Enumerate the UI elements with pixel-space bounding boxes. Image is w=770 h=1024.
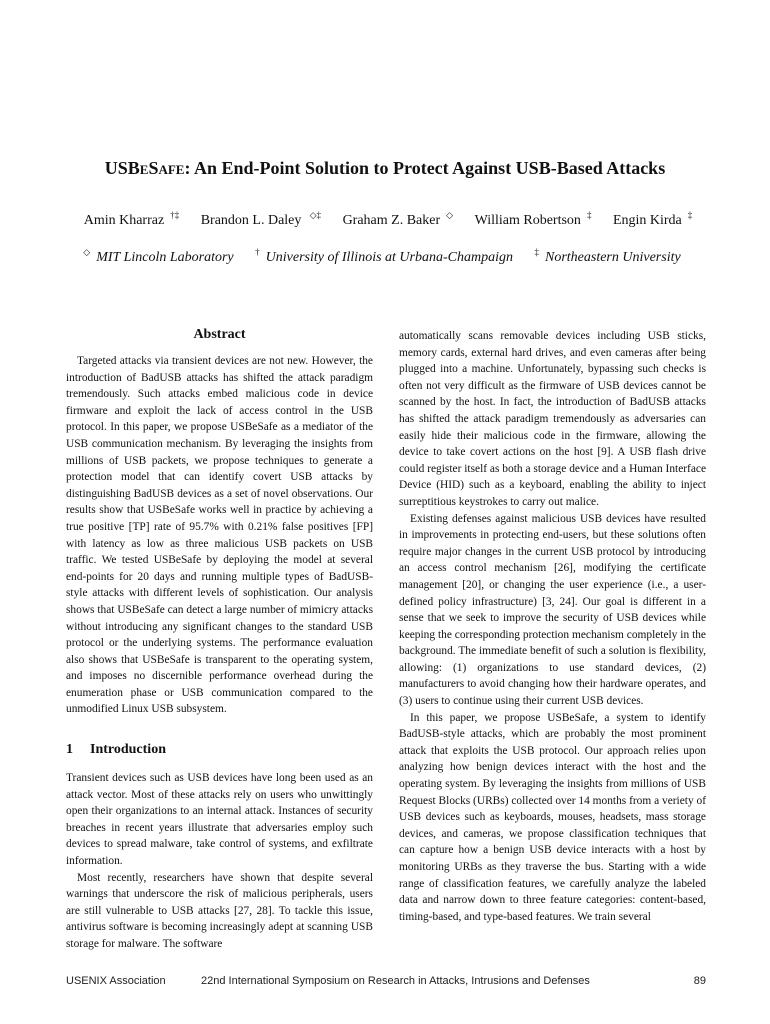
- affiliation-list: [0, 247, 770, 266]
- left-column: [66, 326, 373, 953]
- author: Graham Z. Baker ◇: [342, 210, 454, 228]
- right-column: [399, 328, 706, 925]
- intro-paragraph: Most recently, researchers have shown that despite several warnings that underscore the risk of malicious peripherals, users are still vulnerable to USB attacks [27, 28]. To tackle this issue, antivirus software is becoming increasingly adept at scanning USB storage for malware. The software: [66, 871, 373, 950]
- author: Brandon L. Daley ◇‡: [200, 210, 322, 228]
- section-number: 1: [66, 742, 73, 758]
- body-paragraph: automatically scans removable devices including USB sticks, memory cards, external hard drives, and even cameras after being plugged into a machine. Unfortunately, bypassing such checks is often not very difficult as the firmware of USB devices cannot be scanned by the host. In fact, the introduction of BadUSB attacks has shifted the attack paradigm tremendously as adversaries can easily hide their malicious code in the firmware, allowing the device to take covert actions on the host [9]. A USB flash drive could register itself as both a storage device and a Human Interface Device (HID) such as a keyboard, enabling the ability to inject surreptitious keystrokes to carry out malice.: [399, 330, 706, 508]
- footer-publisher: USENIX Association: [66, 975, 166, 987]
- author-list: [0, 210, 770, 229]
- affiliation: ◇ MIT Lincoln Laboratory: [83, 247, 234, 265]
- author: Amin Kharraz †‡: [83, 210, 180, 228]
- body-paragraph: In this paper, we propose USBeSafe, a system to identify BadUSB-style attacks, which are probably the most prominent attack that exploits the USB protocol. Our approach relies upon analyzing how benign devices interact with the host and the operating system. By leveraging the insights from millions of USB Request Blocks (URBs) collected over 14 months from a veriety of USB devices such as keyboards, mouses, headsets, mass storage devices, and cameras, we propose classification techniques that can capture how a benign USB device interacts with a host by monitoring URBs as they traverse the bus. Starting with a wide range of classification features, we carefully analyze the labeled data and narrow down to three feature categories: content-based, timing-based, and type-based features. We train several: [399, 711, 706, 923]
- section-title: Introduction: [90, 742, 166, 758]
- abstract-text: Targeted attacks via transient devices are not new. However, the introduction of BadUSB attacks has shifted the attack paradigm tremendously. Such attacks embed malicious code in device firmware and exploit the lack of access control in the USB protocol. In this paper, we propose USBeSafe as a mediator of the USB communication mechanism. By leveraging the insights from millions of USB packets, we propose techniques to generate a protection model that can identify covert USB attacks by distinguishing BadUSB devices as a set of novel observations. Our results show that USBeSafe works well in practice by achieving a true positive [TP] rate of 95.7% with 0.21% false positives [FP] with latency as low as three malicious USB packets on USB traffic. We tested USBeSafe by deploying the model at several end-points for 20 days and running multiple types of BadUSB-style attacks with different levels of sophistication. Our analysis shows that USBeSafe can detect a large number of mimicry attacks without introducing any significant changes to the standard USB protocol or the underlying systems. The performance evaluation also shows that USBeSafe is transparent to the operating system, and imposes no discernible performance overhead during the enumeration phase or USB communication compared to the unmodified Linux USB subsystem.: [66, 355, 373, 716]
- body-paragraph: Existing defenses against malicious USB devices have resulted in improvements in protecting end-users, but these solutions often require major changes in the current USB protocol by introducing an access control mechanism [26], modifying the certificate management [20], or changing the user experience (i.e., a user-defined policy infrastructure) [3, 24]. Our goal is different in a sense that we seek to improve the security of USB devices while keeping the corresponding protection mechanism completely in the background. The immediate benefit of such a solution is flexibility, allowing: (1) organizations to use standard devices, (2) manufacturers to avoid changing how their hardware operates, and (3) users to continue using their current USB devices.: [399, 512, 706, 708]
- author: Engin Kirda ‡: [612, 210, 693, 228]
- abstract-heading: Abstract: [193, 327, 246, 342]
- affiliation: † University of Illinois at Urbana-Champaign: [255, 247, 513, 265]
- section-heading-introduction: [66, 741, 373, 759]
- title-system-name: USBeSafe: [104, 158, 185, 178]
- intro-paragraph: Transient devices such as USB devices have long been used as an attack vector. Most of these attacks rely on users who unwittingly open their organizations to an internal attack. Instances of security breaches in recent years illustrate that adversaries employ such devices to spread malware, take control of systems, and exfiltrate information.: [66, 772, 373, 868]
- affiliation: ‡ Northeastern University: [534, 247, 681, 265]
- paper-title: [0, 158, 770, 179]
- page-number: 89: [693, 975, 706, 987]
- footer-venue: 22nd International Symposium on Research in Attacks, Intrusions and Defenses: [201, 975, 590, 987]
- title-text: : An End-Point Solution to Protect Against USB-Based Attacks: [184, 158, 666, 178]
- author: William Robertson ‡: [474, 210, 592, 228]
